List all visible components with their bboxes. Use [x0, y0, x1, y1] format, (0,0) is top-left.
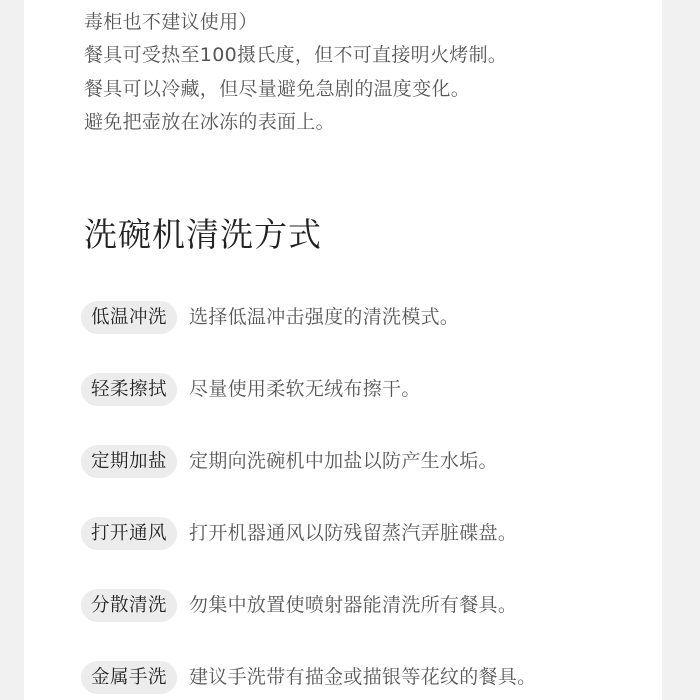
tip-item	[81, 301, 651, 373]
tip-text: 尽量使用柔软无绒布擦干。	[189, 378, 421, 400]
tip-text: 定期向洗碗机中加盐以防产生水垢。	[189, 450, 498, 472]
content-card	[24, 0, 662, 700]
tip-text: 建议手洗带有描金或描银等花纹的餐具。	[189, 666, 537, 688]
tip-item	[81, 445, 651, 517]
tip-text: 勿集中放置使喷射器能清洗所有餐具。	[189, 594, 518, 616]
tip-tag: 定期加盐	[81, 445, 177, 478]
tip-item	[81, 661, 651, 700]
care-note-line: 餐具可受热至100摄氏度，但不可直接明火烤制。	[84, 44, 508, 66]
care-note-line: 餐具可以冷藏，但尽量避免急剧的温度变化。	[84, 77, 471, 100]
tip-tag: 打开通风	[81, 517, 177, 550]
tip-tag: 分散清洗	[81, 589, 177, 622]
tip-tag: 低温冲洗	[81, 301, 177, 334]
care-notes	[84, 0, 644, 140]
tip-item	[81, 373, 651, 445]
tip-tag: 轻柔擦拭	[81, 373, 177, 406]
section-heading: 洗碗机清洗方式	[84, 215, 322, 254]
tip-tag: 金属手洗	[81, 661, 177, 694]
tip-text: 打开机器通风以防残留蒸汽弄脏碟盘。	[189, 522, 518, 544]
tip-item	[81, 517, 651, 589]
tip-item	[81, 589, 651, 661]
care-note-line: 毒柜也不建议使用）	[84, 10, 258, 33]
tip-text: 选择低温冲击强度的清洗模式。	[189, 306, 460, 328]
dishwasher-tips-list	[81, 301, 651, 700]
care-note-line: 避免把壶放在冰冻的表面上。	[84, 111, 335, 133]
